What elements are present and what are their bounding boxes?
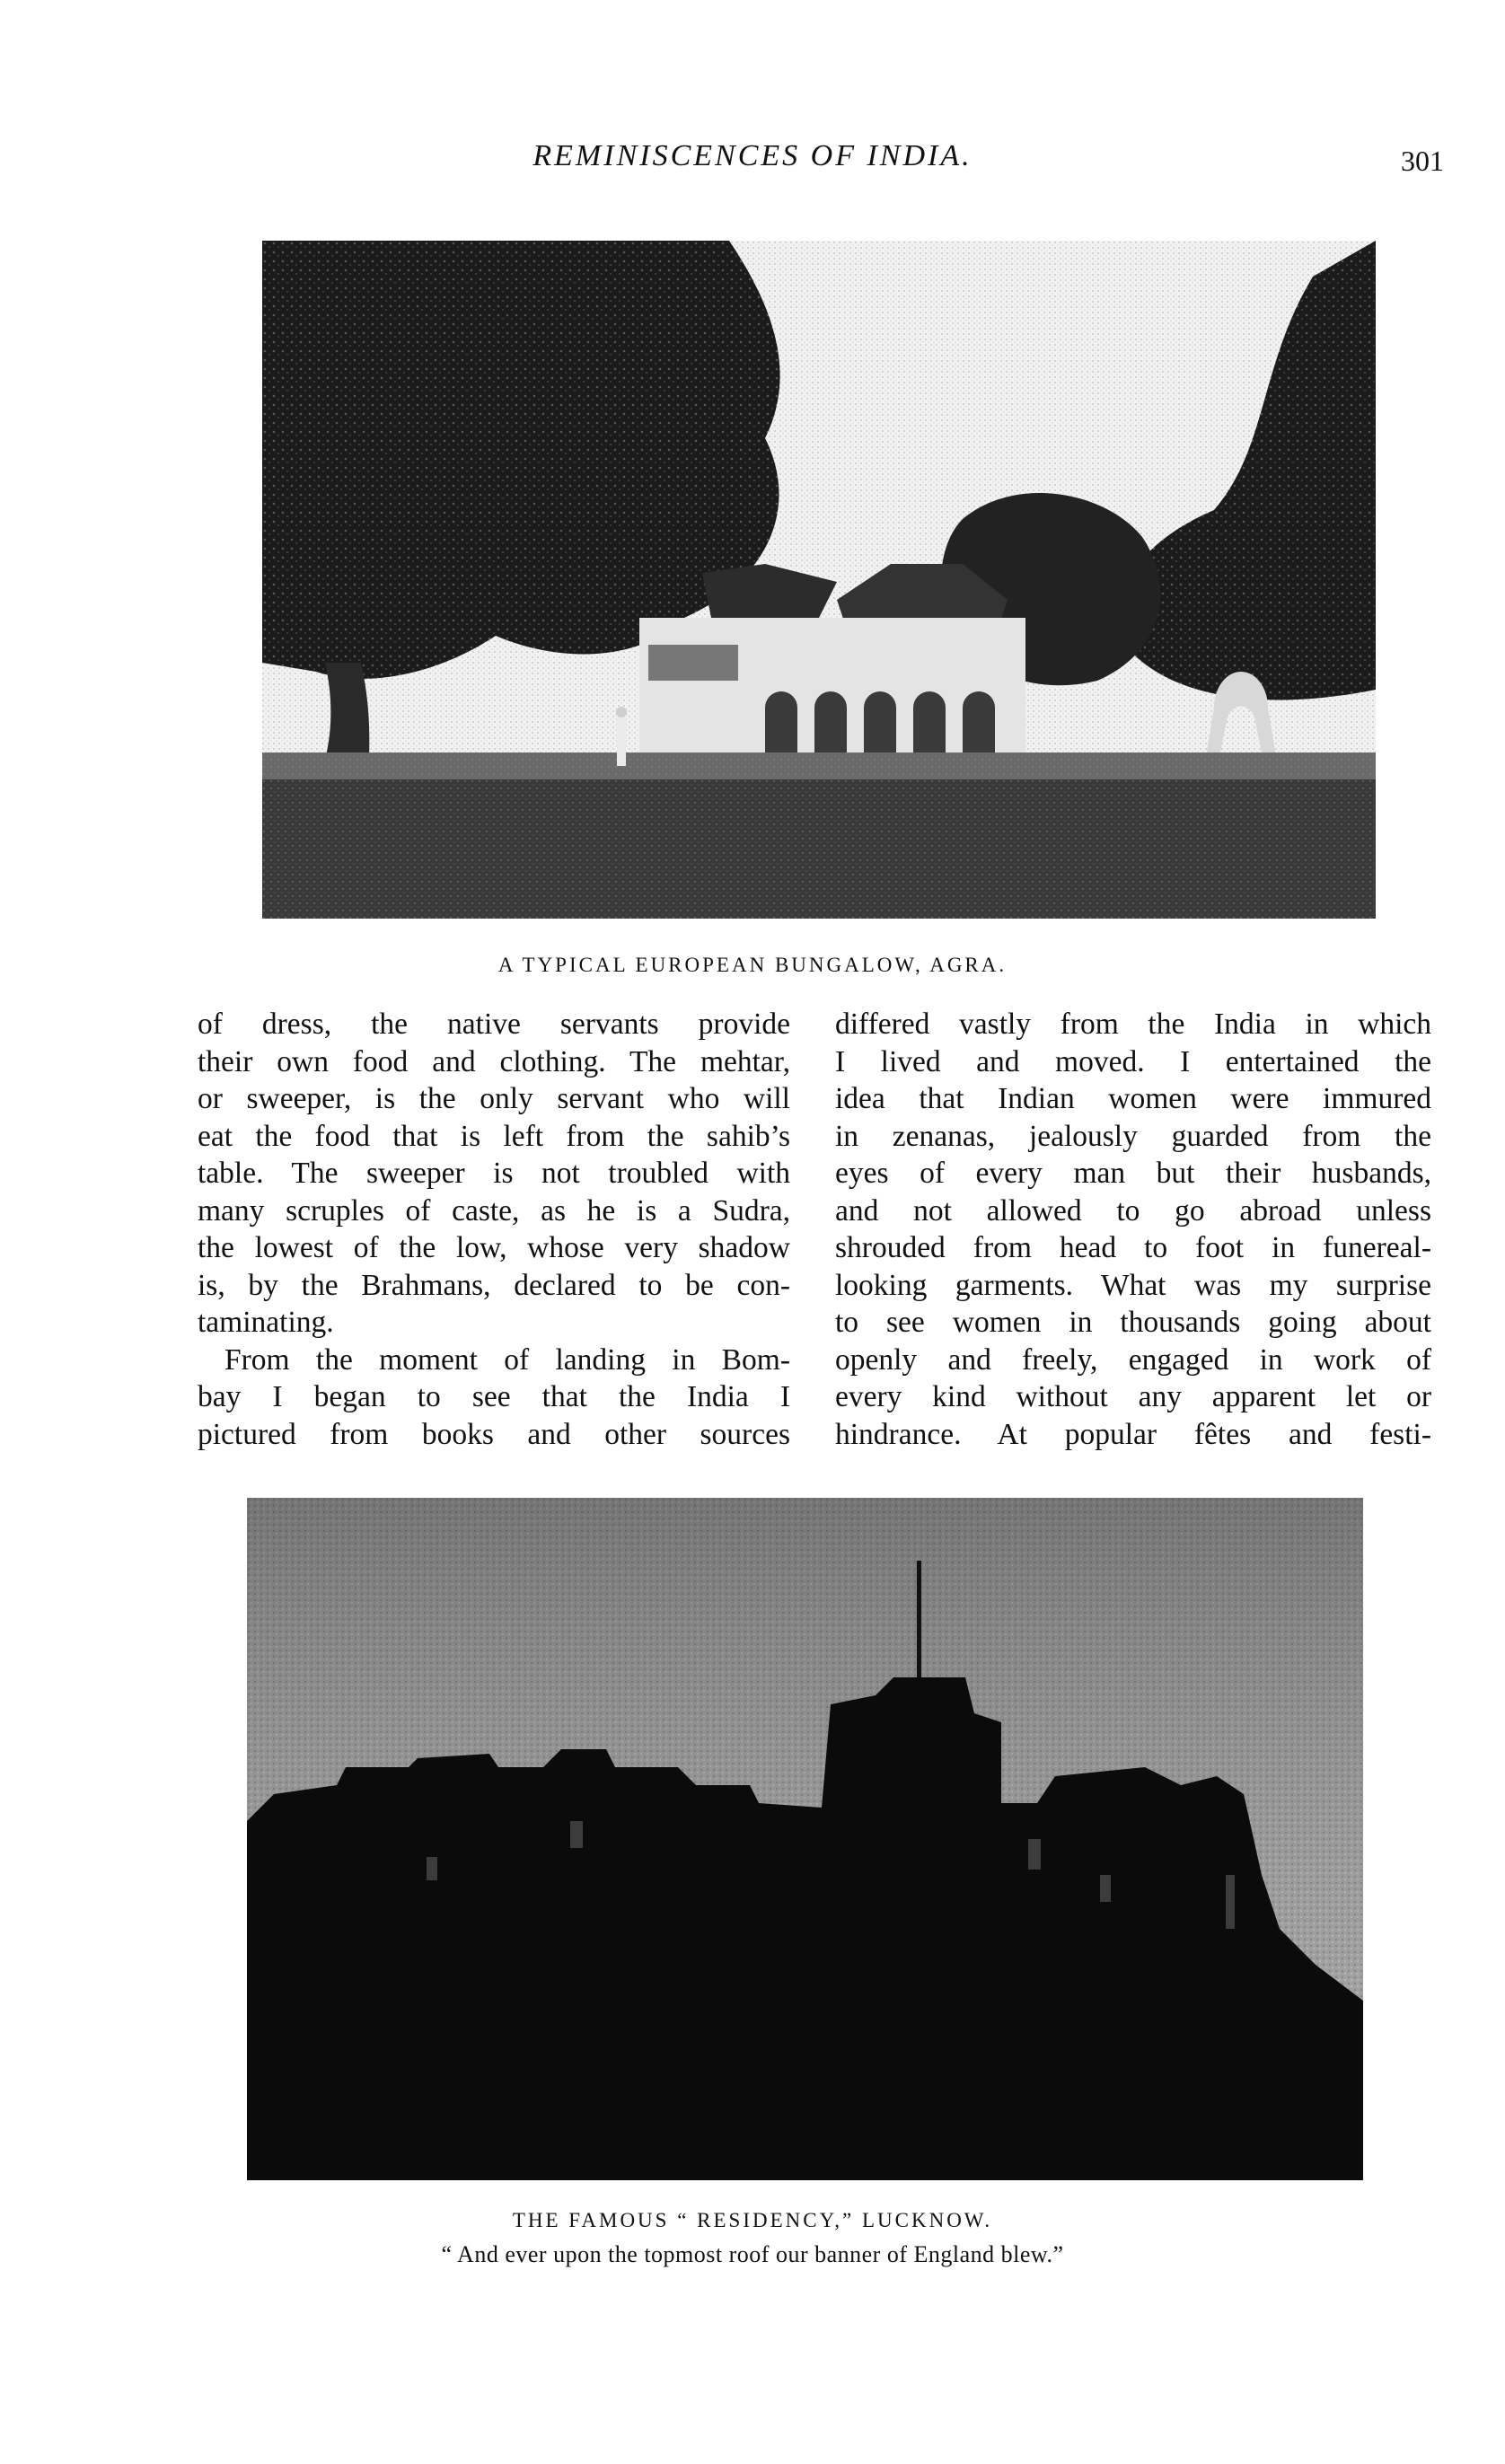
- page-number: 301: [1401, 145, 1444, 177]
- text-line: eyes of every man but their husbands,: [835, 1157, 1431, 1190]
- text-line: or sweeper, is the only servant who will: [198, 1082, 790, 1115]
- text-line: differed vastly from the India in which: [835, 1008, 1431, 1041]
- text-line: hindrance. At popular fêtes and festi-: [835, 1417, 1431, 1451]
- left-column: [198, 1006, 790, 1453]
- text-line: shrouded from head to foot in funereal-: [835, 1231, 1431, 1264]
- text-line: From the moment of landing in Bom-: [224, 1342, 790, 1377]
- text-line: taminating.: [198, 1306, 334, 1339]
- residency-quote: “ And ever upon the topmost roof our banner of England blew.”: [441, 2241, 1064, 2267]
- text-line: of dress, the native servants provide: [198, 1008, 790, 1041]
- right-column: [835, 1006, 1431, 1453]
- residency-photo: [247, 1498, 1363, 2180]
- text-line: idea that Indian women were immured: [835, 1082, 1431, 1115]
- text-line: many scruples of caste, as he is a Sudra,: [198, 1193, 790, 1228]
- text-line: openly and freely, engaged in work of: [835, 1342, 1431, 1377]
- running-title: REMINISCENCES OF INDIA.: [532, 139, 973, 172]
- text-line: every kind without any apparent let or: [835, 1380, 1431, 1413]
- text-line: to see women in thousands going about: [835, 1306, 1431, 1339]
- text-line: and not allowed to go abroad unless: [835, 1193, 1431, 1228]
- text-line: looking garments. What was my surprise: [835, 1268, 1431, 1302]
- text-line: is, by the Brahmans, declared to be con-: [198, 1268, 790, 1302]
- bungalow-photo: [262, 241, 1376, 919]
- text-line: their own food and clothing. The mehtar,: [198, 1044, 790, 1078]
- residency-caption: THE FAMOUS “ RESIDENCY,” LUCKNOW.: [512, 2209, 993, 2231]
- text-line: in zenanas, jealously guarded from the: [835, 1119, 1431, 1153]
- bungalow-caption: A TYPICAL EUROPEAN BUNGALOW, AGRA.: [497, 954, 1008, 976]
- text-line: I lived and moved. I entertained the: [835, 1044, 1431, 1078]
- text-line: the lowest of the low, whose very shadow: [198, 1231, 790, 1264]
- text-line: bay I began to see that the India I: [198, 1380, 790, 1413]
- text-line: table. The sweeper is not troubled with: [198, 1157, 790, 1190]
- text-line: eat the food that is left from the sahib’s: [198, 1119, 790, 1153]
- running-head: [0, 139, 1505, 184]
- text-line: pictured from books and other sources: [198, 1417, 790, 1451]
